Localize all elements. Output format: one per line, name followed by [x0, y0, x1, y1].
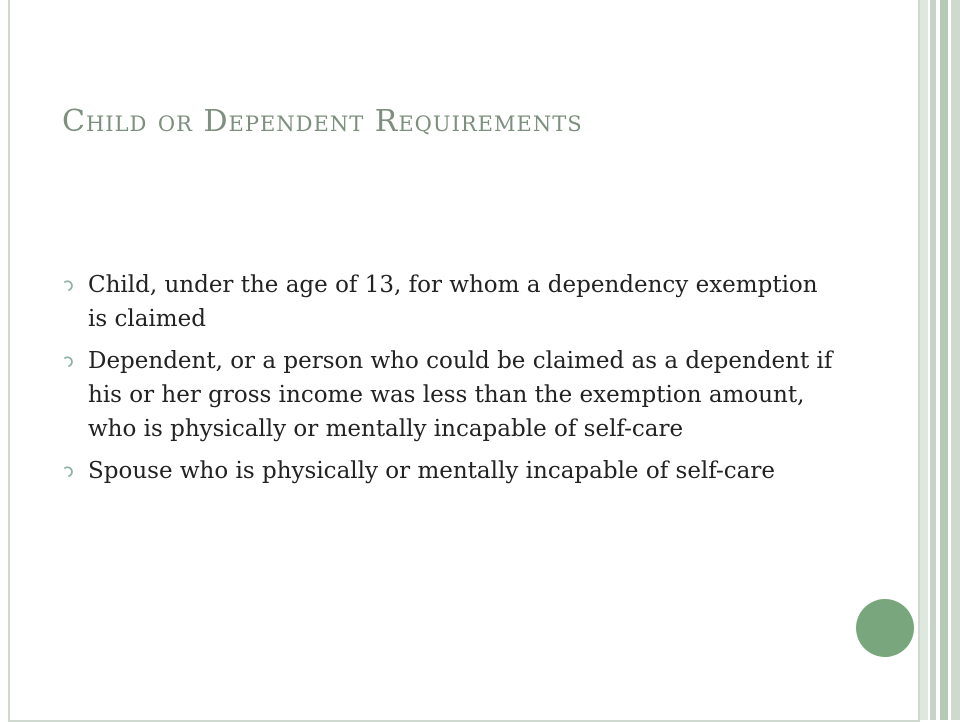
hook-bullet-icon — [62, 278, 76, 292]
bullet-item — [62, 344, 842, 446]
bullet-text: Spouse who is physically or mentally incapable of self-care — [88, 458, 775, 484]
bullet-item — [62, 268, 842, 336]
bullet-text: Dependent, or a person who could be claimed as a dependent if his or her gross income was less than the exemption amount, who is physically or mentally incapable of self-care — [88, 348, 833, 442]
accent-circle — [856, 599, 914, 657]
side-bar — [951, 0, 960, 720]
side-bar — [940, 0, 948, 720]
side-bar — [920, 0, 928, 720]
bullet-list — [62, 268, 842, 496]
bullet-text: Child, under the age of 13, for whom a dependency exemption is claimed — [88, 272, 818, 332]
decorative-side-bars — [920, 0, 960, 720]
bullet-item — [62, 454, 842, 488]
slide-title: Child or Dependent Requirements — [62, 104, 583, 139]
hook-bullet-icon — [62, 354, 76, 368]
hook-bullet-icon — [62, 464, 76, 478]
